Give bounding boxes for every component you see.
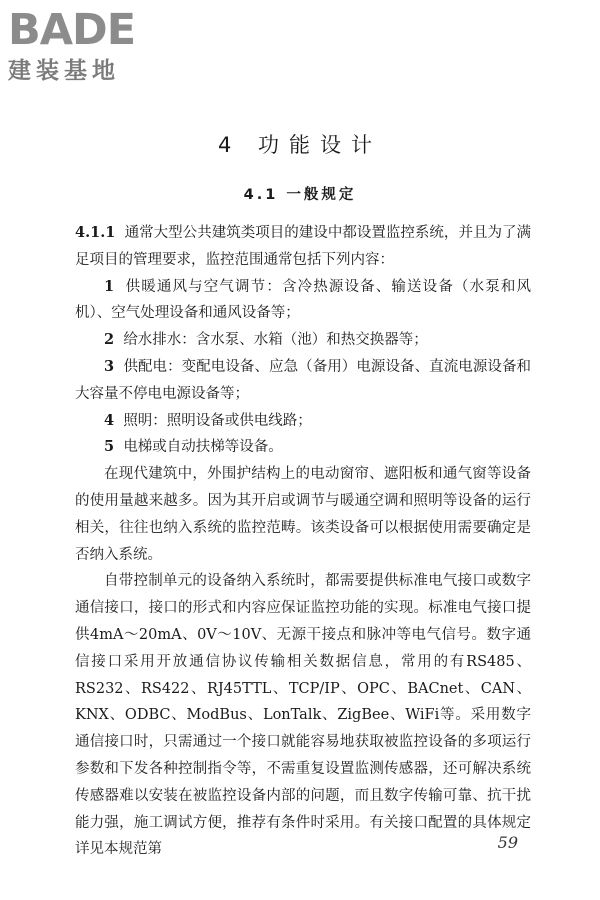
body-text <box>75 220 531 863</box>
body-paragraph: 在现代建筑中，外围护结构上的电动窗帘、遮阳板和通气窗等设备的使用量越来越多。因为其开启或调节与暖通空调和照明等设备的运行相关，往往也纳入系统的监控范畴。该类设备可以根据使用需要确定是否纳入系统。 <box>75 466 531 563</box>
item-number: 3 <box>104 357 115 375</box>
clause-4-1-1 <box>75 220 531 274</box>
bade-logo <box>8 6 178 92</box>
item-text: 供配电：变配电设备、应急（备用）电源设备、直流电源设备和大容量不停电电源设备等； <box>75 358 532 402</box>
logo-wordmark: BADE <box>8 5 136 55</box>
page-number: 59 <box>497 833 518 852</box>
list-item <box>75 434 531 461</box>
item-text: 照明：照明设备或供电线路； <box>123 412 312 429</box>
item-text: 电梯或自动扶梯等设备。 <box>123 439 283 456</box>
logo-subtitle: 建装基地 <box>8 58 120 84</box>
body-paragraph: 自带控制单元的设备纳入系统时，都需要提供标准电气接口或数字通信接口，接口的形式和内容应保证监控功能的实现。标准电气接口提供4mA～20mA、0V～10V、无源干接点和脉冲等电气信号。数字通信接口采用开放通信协议传输相关数据信息，常用的有RS485、RS232、RS422、RJ45TTL、TCP/IP、OPC、BACnet、CAN、KNX、ODBC、ModBus、LonTalk、ZigBee、WiFi等。采用数字通信接口时，只需通过一个接口就能容易地获取被监控设备的多项运行参数和下发各种控制指令等，不需重复设置监测传感器，还可解决系统传感器难以安装在被监控设备内部的问题，而且数字传输可靠、抗干扰能力强，施工调试方便，推荐有条件时采用。有关接口配置的具体规定详见本规范第 <box>75 573 531 858</box>
item-number: 5 <box>104 438 115 456</box>
item-text: 供暖通风与空气调节：含冷热源设备、输送设备（水泵和风机）、空气处理设备和通风设备等； <box>75 278 532 322</box>
list-item <box>75 274 531 328</box>
item-number: 4 <box>104 411 115 429</box>
list-item <box>75 354 531 408</box>
list-item <box>75 408 531 435</box>
item-number: 2 <box>104 331 115 349</box>
chapter-title: 4 功能设计 <box>217 133 383 157</box>
item-text: 给水排水：含水泵、水箱（池）和热交换器等； <box>123 332 428 349</box>
clause-text: 通常大型公共建筑类项目的建设中都设置监控系统，并且为了满足项目的管理要求，监控范围通常包括下列内容： <box>75 225 532 268</box>
section-title: 4.1 一般规定 <box>243 187 357 203</box>
clause-number: 4.1.1 <box>75 224 116 241</box>
item-number: 1 <box>104 277 115 295</box>
list-item <box>75 327 531 354</box>
